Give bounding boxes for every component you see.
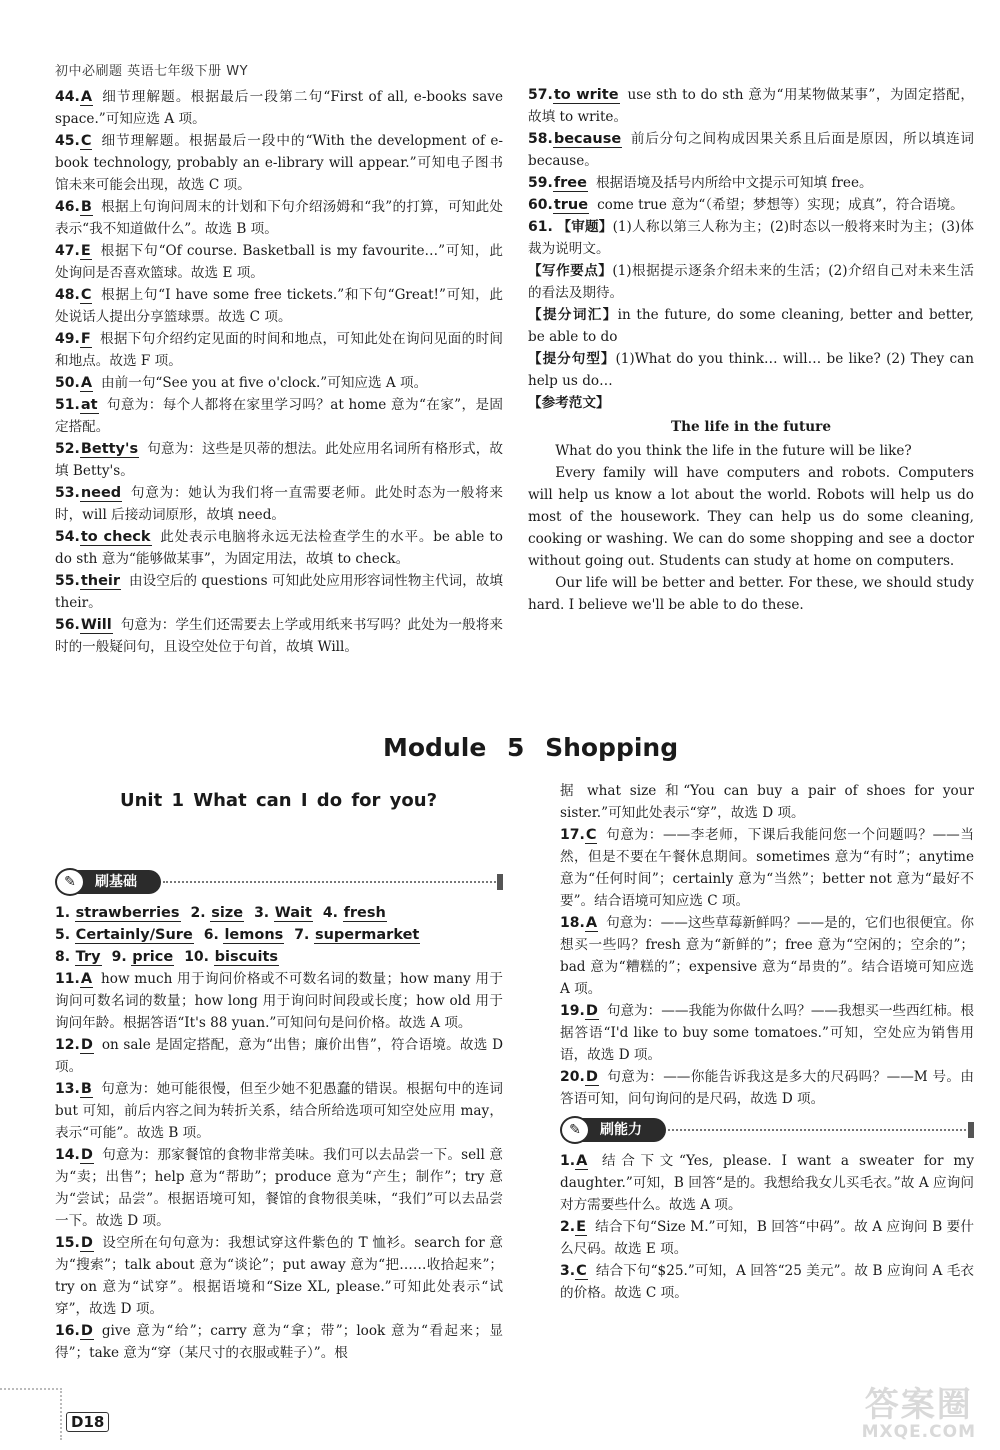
answer-key: size xyxy=(211,905,244,921)
question-number: 3. xyxy=(254,905,270,921)
question-number: 12. xyxy=(55,1037,80,1053)
answer-key: fresh xyxy=(343,905,386,921)
explanation: 句意为：——我能为你做什么吗？——我想买一些西红柿。根据答语“I'd like to buy some tomatoes.”可知，空处应为销售用语，故选 D 项。 xyxy=(560,1003,974,1063)
answer-key: their xyxy=(80,573,121,589)
answer-key: true xyxy=(553,197,589,213)
answer-item xyxy=(560,1260,974,1304)
answer-item xyxy=(55,130,503,196)
explanation: 句意为：学生们还需要去上学或用纸来书写吗？此处为一般将来时的一般疑问句，且设空处位于句首，故填 Will。 xyxy=(55,617,503,655)
answer-key: D xyxy=(585,1003,598,1019)
explanation: on sale 是固定搭配，意为“出售；廉价出售”，符合语境。故选 D 项。 xyxy=(55,1037,503,1075)
question-number: 1. xyxy=(560,1153,576,1169)
xiezuo-block xyxy=(528,260,974,304)
answer-key: F xyxy=(80,331,91,347)
explanation: 句意为：——李老师，下课后我能问您一个问题吗？——当然，但是不要在午餐休息期间。sometimes 意为“有时”；anytime 意为“任何时间”；certainly 意为“当然”；better not 意为“最好不要”。结合语境可知应选 C 项。 xyxy=(560,827,974,909)
question-number: 3. xyxy=(560,1263,576,1279)
question-number: 50. xyxy=(55,375,80,391)
answer-key: biscuits xyxy=(214,949,279,965)
answer-key: D xyxy=(80,1235,93,1251)
answer-item xyxy=(560,1066,974,1110)
explanation: 句意为：她可能很慢，但至少她不犯愚蠢的错误。根据句中的连词 but 可知，前后内容之间为转折关系，结合所给选项可知空处应用 may，表示“可能”。故选 B 项。 xyxy=(55,1081,503,1141)
explanation: 句意为：她认为我们将一直需要老师。此处时态为一般将来时，will 后接动词原形，故填 need。 xyxy=(55,485,503,523)
answers-left-top xyxy=(55,86,503,658)
vocab-row xyxy=(55,902,503,924)
answer-item xyxy=(560,1000,974,1066)
question-number: 44. xyxy=(55,89,80,105)
explanation: 根据语境及括号内所给中文提示可知填 free。 xyxy=(595,175,873,191)
answer-item xyxy=(55,1144,503,1232)
answer-item xyxy=(55,1320,503,1364)
question-number: 10. xyxy=(184,949,209,965)
answer-key: Betty's xyxy=(80,441,139,457)
answers-right-top xyxy=(528,84,974,616)
essay-paragraph: Our life will be better and better. For these, we should study hard. I believe we'll be able to do these. xyxy=(528,575,974,613)
question-number: 45. xyxy=(55,133,80,149)
banner-basic xyxy=(55,868,503,896)
banner-end xyxy=(497,874,503,890)
shenti-tag: 【审题】 xyxy=(557,219,613,235)
continued-text: 据 what size 和“You can buy a pair of shoes for your sister.”可知此处表示“穿”，故选 D 项。 xyxy=(560,783,974,821)
xiezuo-text: (1)根据提示逐条介绍未来的生活；(2)介绍自己对未来生活的看法及期待。 xyxy=(528,263,974,301)
question-number: 47. xyxy=(55,243,80,259)
watermark-line: 答案圈 xyxy=(864,1385,973,1426)
answer-item xyxy=(528,194,974,216)
answer-key: D xyxy=(80,1147,93,1163)
answer-key: A xyxy=(585,915,598,931)
explanation: 设空所在句句意为：我想试穿这件紫色的 T 恤衫。search for 意为“搜索”；talk about 意为“谈论”；put away 意为“把……收拾起来”；try on 意为“试穿”。根据语境和“Size XL, please.”可知此处表示“试穿”，故选 D 项。 xyxy=(55,1235,503,1317)
banner-label: 刷能力 xyxy=(600,1122,642,1138)
answer-key: to write xyxy=(553,87,619,103)
question-number: 9. xyxy=(111,949,127,965)
question-number: 16. xyxy=(55,1323,80,1339)
watermark-line: MXQE.COM xyxy=(861,1422,976,1443)
answer-key: lemons xyxy=(224,927,284,943)
question-number: 14. xyxy=(55,1147,80,1163)
question-number: 2. xyxy=(560,1219,576,1235)
answer-key: because xyxy=(553,131,622,147)
question-number: 60. xyxy=(528,197,553,213)
answer-key: D xyxy=(80,1323,93,1339)
answer-item xyxy=(55,570,503,614)
explanation: 由前一句“See you at five o'clock.”可知应选 A 项。 xyxy=(101,375,428,391)
answer-key: A xyxy=(576,1153,588,1169)
question-number: 57. xyxy=(528,87,553,103)
explanation: 结合下句“$25.”可知，A 回答“25 美元”。故 B 应询问 A 毛衣的价格。故选 C 项。 xyxy=(560,1263,974,1301)
book-icon: ✎ xyxy=(55,868,85,896)
vocab-answers xyxy=(55,902,503,968)
answer-key: E xyxy=(576,1219,586,1235)
fanwen-block xyxy=(528,392,974,414)
answer-item xyxy=(528,172,974,194)
essay-paragraph: Every family will have computers and robots. Computers will help us know a lot about the world. Robots will help us do most of the housework. They can help us do some cleaning, cooking or washing. We can do some shopping and see a doctor without going out. Students can study at home on computers. xyxy=(528,465,974,569)
answer-item xyxy=(55,1034,503,1078)
answer-item xyxy=(560,1216,974,1260)
question-number: 7. xyxy=(294,927,310,943)
question-number: 15. xyxy=(55,1235,80,1251)
answer-item xyxy=(55,372,503,394)
fanwen-tag: 【参考范文】 xyxy=(528,395,610,411)
answer-key: supermarket xyxy=(314,927,420,943)
juxing-text: (1)What do you think… will… be like? (2) They can help us do… xyxy=(528,351,975,389)
question-number: 11. xyxy=(55,971,80,987)
explanation: 句意为：那家餐馆的食物非常美味。我们可以去品尝一下。sell 意为“卖；出售”；help 意为“帮助”；produce 意为“产生；制作”；try 意为“尝试；品尝”。根据语境可知，餐馆的食物很美味，“我们”可以去品尝一下。故选 D 项。 xyxy=(55,1147,503,1229)
question-number: 5. xyxy=(55,927,71,943)
question-number: 1. xyxy=(55,905,71,921)
answer-item xyxy=(560,912,974,1000)
answer-key: Will xyxy=(80,617,112,633)
answer-key: at xyxy=(80,397,98,413)
running-header: 初中必刷题 英语七年级下册 WY xyxy=(55,64,249,79)
explanation: 由设空后的 questions 可知此处应用形容词性物主代词，故填 their。 xyxy=(55,573,503,611)
cihui-tag: 【提分词汇】 xyxy=(528,307,618,323)
answer-item xyxy=(560,824,974,912)
explanation: how much 用于询问价格或不可数名词的数量；how many 用于询问可数名词的数量；how long 用于询问时间段或长度；how old 用于询问年龄。根据答语“It's 88 yuan.”可知问句是问价格。故选 A 项。 xyxy=(55,971,503,1031)
answer-item xyxy=(55,328,503,372)
explanation: 根据下句“Of course. Basketball is my favourite…”可知，此处询问是否喜欢篮球。故选 E 项。 xyxy=(55,243,503,281)
question-number: 54. xyxy=(55,529,80,545)
answer-key: Try xyxy=(75,949,101,965)
answers-left-bottom xyxy=(55,862,503,1364)
answer-item xyxy=(55,968,503,1034)
page-number: D18 xyxy=(66,1412,109,1432)
explanation: 句意为：——你能告诉我这是多大的尺码吗？——M 号。由答语可知，问句询问的是尺码，故选 D 项。 xyxy=(560,1069,974,1107)
answer-key: A xyxy=(80,375,93,391)
explanation: 前后分句之间构成因果关系且后面是原因，所以填连词 because。 xyxy=(528,131,974,169)
answer-key: A xyxy=(80,971,93,987)
banner-divider xyxy=(163,881,503,883)
question-number: 51. xyxy=(55,397,80,413)
explanation: 根据上句“I have some free tickets.”和下句“Great!”可知，此处说话人提出分享篮球票。故选 C 项。 xyxy=(55,287,503,325)
explanation: 句意为：——这些草莓新鲜吗？——是的，它们也很便宜。你想买一些吗？fresh 意为“新鲜的”；free 意为“空闲的；空余的”；bad 意为“糟糕的”；expensive 意为“昂贵的”。结合语境可知应选 A 项。 xyxy=(560,915,974,997)
answer-item xyxy=(55,1232,503,1320)
question-number: 48. xyxy=(55,287,80,303)
banner-label: 刷基础 xyxy=(95,874,137,890)
answer-key: need xyxy=(80,485,122,501)
answer-key: C xyxy=(585,827,597,843)
question-number: 46. xyxy=(55,199,80,215)
answer-key: A xyxy=(80,89,93,105)
vocab-row xyxy=(55,946,503,968)
question-number: 55. xyxy=(55,573,80,589)
cihui-block xyxy=(528,304,974,348)
question-number: 20. xyxy=(560,1069,585,1085)
explanation: 此处表示电脑将永远无法检查学生的水平。be able to do sth 意为“能够做某事”，为固定用法，故填 to check。 xyxy=(55,529,503,567)
question-number: 18. xyxy=(560,915,585,931)
answer-key: Certainly/Sure xyxy=(75,927,193,943)
question-number: 4. xyxy=(322,905,338,921)
banner-ability xyxy=(560,1116,974,1144)
answer-item xyxy=(55,240,503,284)
essay-title: The life in the future xyxy=(671,419,831,435)
answer-key: D xyxy=(585,1069,598,1085)
answer-key: E xyxy=(80,243,91,259)
explanation: give 意为“给”；carry 意为“拿；带”；look 意为“看起来；显得”；take 意为“穿（某尺寸的衣服或鞋子）”。根 xyxy=(55,1323,503,1361)
answers-right-bottom xyxy=(560,780,974,1304)
answer-item xyxy=(55,284,503,328)
answer-key: C xyxy=(576,1263,587,1279)
banner-end xyxy=(968,1122,974,1138)
q61-block xyxy=(528,216,974,260)
answer-item xyxy=(55,86,503,130)
juxing-block xyxy=(528,348,974,392)
explanation: 根据下句介绍约定见面的时间和地点，可知此处在询问见面的时间和地点。故选 F 项。 xyxy=(55,331,503,369)
answer-item xyxy=(528,84,974,128)
watermark-logo xyxy=(861,1385,976,1443)
explanation: 根据上句询问周末的计划和下句介绍汤姆和“我”的打算，可知此处表示“我不知道做什么”。故选 B 项。 xyxy=(55,199,503,237)
answer-key: C xyxy=(80,287,92,303)
answer-key: B xyxy=(80,199,92,215)
banner-divider xyxy=(668,1129,974,1131)
vocab-row xyxy=(55,924,503,946)
question-number: 61. xyxy=(528,219,553,235)
answer-key: C xyxy=(80,133,92,149)
xiezuo-tag: 【写作要点】 xyxy=(528,263,613,279)
answer-key: Wait xyxy=(274,905,312,921)
question-number: 6. xyxy=(203,927,219,943)
explanation: use sth to do sth 意为“用某物做某事”，为固定搭配，故填 to write。 xyxy=(528,87,974,125)
question-number: 52. xyxy=(55,441,80,457)
answer-item xyxy=(55,1078,503,1144)
answer-item xyxy=(55,482,503,526)
answer-item xyxy=(55,614,503,658)
essay-paragraph: What do you think the life in the future will be like? xyxy=(555,443,912,459)
answer-item xyxy=(55,438,503,482)
question-number: 8. xyxy=(55,949,71,965)
answer-item xyxy=(55,526,503,570)
answer-key: D xyxy=(80,1037,93,1053)
question-number: 2. xyxy=(190,905,206,921)
answer-key: price xyxy=(132,949,174,965)
answer-key: strawberries xyxy=(75,905,180,921)
question-number: 17. xyxy=(560,827,585,843)
unit-title: Unit 1 What can I do for you? xyxy=(120,790,438,811)
explanation: 细节理解题。根据最后一段第二句“First of all, e-books save space.”可知应选 A 项。 xyxy=(55,89,503,127)
answer-item xyxy=(55,394,503,438)
answer-key: B xyxy=(80,1081,92,1097)
explanation: 句意为：这些是贝蒂的想法。此处应用名词所有格形式，故填 Betty's。 xyxy=(55,441,503,479)
explanation: 结合下文“Yes, please. I want a sweater for my daughter.”可知，B 回答“是的。我想给我女儿买毛衣。”故 A 应询问对方需要些什么。故选 A 项。 xyxy=(560,1153,974,1213)
explanation: 句意为：每个人都将在家里学习吗？at home 意为“在家”，是固定搭配。 xyxy=(55,397,503,435)
explanation: 细节理解题。根据最后一段中的“With the development of e-book technology, probably an e-library will appear.”可知电子图书馆未来可能会出现，故选 C 项。 xyxy=(55,133,503,193)
book-icon: ✎ xyxy=(560,1116,590,1144)
answer-item xyxy=(560,1150,974,1216)
question-number: 49. xyxy=(55,331,80,347)
question-number: 19. xyxy=(560,1003,585,1019)
module-title: Module 5 Shopping xyxy=(383,733,679,762)
juxing-tag: 【提分句型】 xyxy=(528,351,616,367)
question-number: 58. xyxy=(528,131,553,147)
corner-decoration xyxy=(0,1388,62,1440)
shenti-text: (1)人称以第三人称为主；(2)时态以一般将来时为主；(3)体裁为说明文。 xyxy=(528,219,974,257)
question-number: 59. xyxy=(528,175,553,191)
question-number: 53. xyxy=(55,485,80,501)
answer-key: free xyxy=(553,175,587,191)
question-number: 13. xyxy=(55,1081,80,1097)
answer-key: to check xyxy=(80,529,151,545)
cihui-text: in the future, do some cleaning, better and better, be able to do xyxy=(528,307,974,345)
answer-item xyxy=(528,128,974,172)
explanation: 结合下句“Size M.”可知，B 回答“中码”。故 A 应询问 B 要什么尺码。故选 E 项。 xyxy=(560,1219,974,1257)
question-number: 56. xyxy=(55,617,80,633)
explanation: come true 意为“（希望；梦想等）实现；成真”，符合语境。 xyxy=(597,197,964,213)
answer-item xyxy=(55,196,503,240)
